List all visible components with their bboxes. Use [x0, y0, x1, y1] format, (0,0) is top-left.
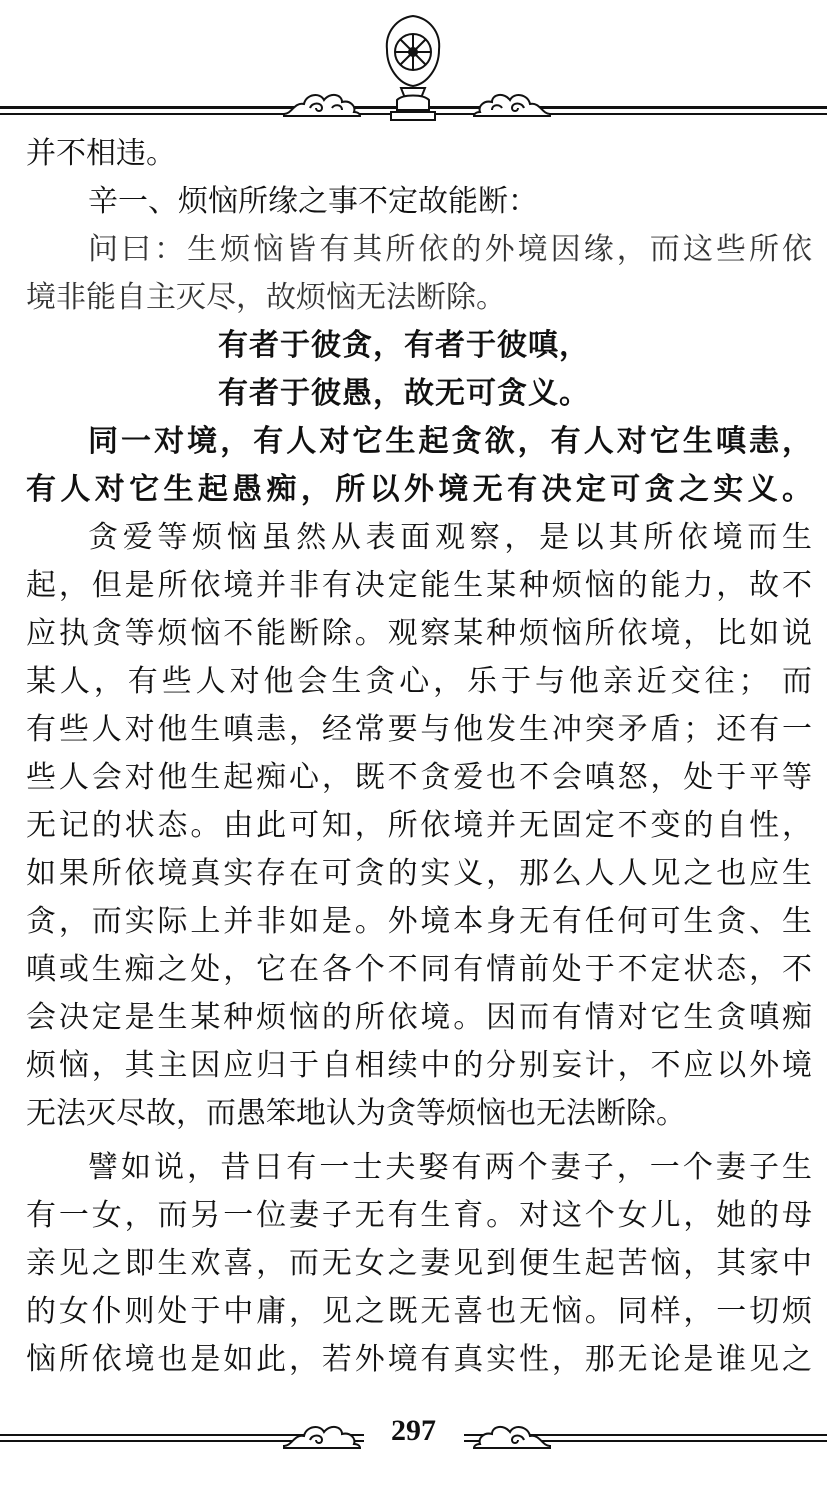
text-line: 有一女，而另一位妻子无有生育。对这个女儿，她的母	[26, 1198, 812, 1233]
dharma-wheel-icon	[383, 14, 443, 126]
text-line: 无法灭尽故，而愚笨地认为贪等烦恼也无法断除。	[26, 1096, 686, 1131]
text-line: 境非能自主灭尽，故烦恼无法断除。	[26, 280, 506, 315]
text-line: 些人会对他生起痴心，既不贪爱也不会嗔怒，处于平等	[26, 760, 812, 795]
verse-line: 有者于彼愚，故无可贪义。	[218, 376, 590, 411]
verse-explanation-line: 同一对境，有人对它生起贪欲，有人对它生嗔恚，	[88, 424, 812, 459]
text-line: 如果所依境真实存在可贪的实义，那么人人见之也应生	[26, 856, 812, 891]
text-line: 问曰：生烦恼皆有其所依的外境因缘，而这些所依	[88, 232, 812, 267]
verse-explanation-line: 有人对它生起愚痴，所以外境无有决定可贪之实义。	[26, 472, 812, 507]
text-line: 应执贪等烦恼不能断除。观察某种烦恼所依境，比如说	[26, 616, 812, 651]
page-body	[26, 130, 812, 1384]
section-heading: 辛一、烦恼所缘之事不定故能断：	[88, 184, 538, 219]
text-line: 起，但是所依境并非有决定能生某种烦恼的能力，故不	[26, 568, 812, 603]
text-line: 并不相违。	[26, 136, 176, 171]
text-line: 亲见之即生欢喜，而无女之妻见到便生起苦恼，其家中	[26, 1246, 812, 1281]
text-line: 会决定是生某种烦恼的所依境。因而有情对它生贪嗔痴	[26, 1000, 812, 1035]
text-line: 有些人对他生嗔恚，经常要与他发生冲突矛盾；还有一	[26, 712, 812, 747]
cloud-left-icon	[282, 88, 362, 118]
text-line: 贪，而实际上并非如是。外境本身无有任何可生贪、生	[26, 904, 812, 939]
text-line: 的女仆则处于中庸，见之既无喜也无恼。同样，一切烦	[26, 1294, 812, 1329]
text-line: 譬如说，昔日有一士夫娶有两个妻子，一个妻子生	[88, 1150, 812, 1185]
text-line: 恼所依境也是如此，若外境有真实性，那无论是谁见之	[26, 1342, 812, 1377]
text-line: 无记的状态。由此可知，所依境并无固定不变的自性，	[26, 808, 812, 843]
text-line: 烦恼，其主因应归于自相续中的分别妄计，不应以外境	[26, 1048, 812, 1083]
text-line: 某人，有些人对他会生贪心，乐于与他亲近交往； 而	[26, 664, 812, 699]
text-line: 贪爱等烦恼虽然从表面观察，是以其所依境而生	[88, 520, 812, 555]
verse-line: 有者于彼贪，有者于彼嗔，	[218, 328, 590, 363]
text-line: 嗔或生痴之处，它在各个不同有情前处于不定状态，不	[26, 952, 812, 987]
cloud-right-icon	[472, 88, 552, 118]
page-number: 297	[391, 1414, 436, 1447]
